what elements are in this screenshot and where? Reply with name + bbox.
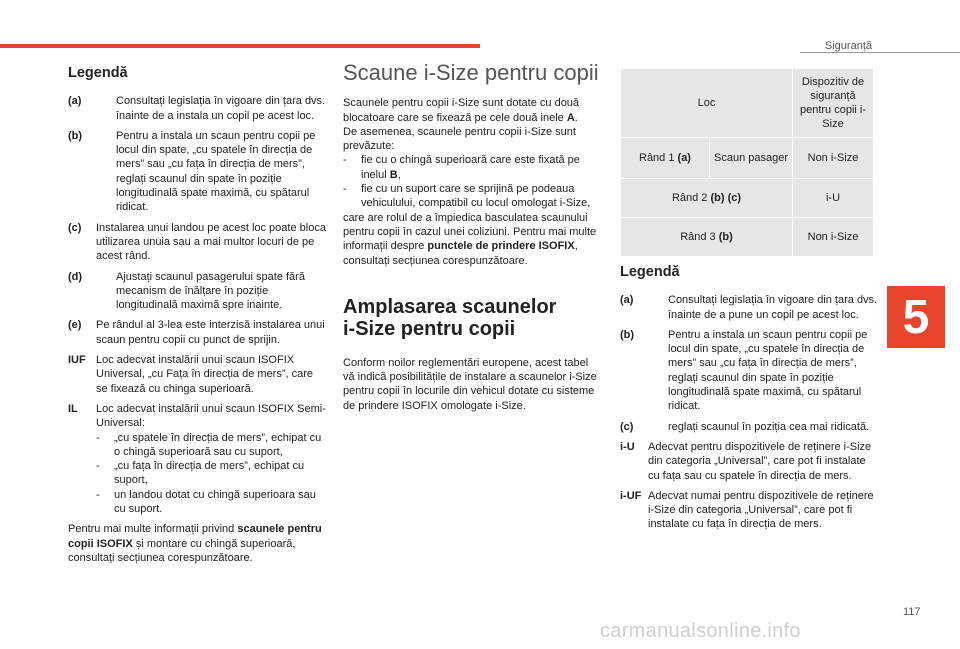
page-number: 117 [903,606,921,618]
table-row [621,138,874,179]
legend-entry [68,94,326,123]
section-heading: Scaune i-Size pentru copii [343,60,599,85]
legend-entry [68,270,326,313]
legend-text: Pentru a instala un scaun pentru copii pe locul din spate, „cu spatele în direcția de mers” sau „cu fața în direcția de mers”, reglați scaunul din spate în poziție longitudinală spate maximă, cu spătarul ridicat. [668,328,868,413]
legend-text: Adecvat pentru dispozitivele de reținere i-Size din categoria „Universal”, care pot fi instalate cu fața sau cu spatele în direcția de mers. [648,440,872,482]
legend-key: (c) [620,420,634,433]
legend-text: Ajustați scaunul pasagerului spate fără mecanism de înălțare în poziție longitudinală maximă spre inainte. [116,270,305,312]
legend-entry [620,489,878,532]
list-item: - un landou dotat cu chingă superioara sau cu suport. [96,488,316,516]
header-divider [800,52,960,53]
legend-key: (a) [620,294,634,307]
legend-key: IUF [68,354,86,367]
legend-text: reglați scaunul în poziția cea mai ridicată. [668,420,870,433]
legend-entry [68,353,326,396]
legend-key: (e) [68,319,82,332]
table-row [621,179,874,218]
chapter-tab: 5 [887,286,945,348]
legend-key: IL [68,402,78,415]
legend-column-right [620,265,878,538]
table-cell: Rând 2 (b) (c) [621,179,793,218]
paragraph: care are rolul de a împiedica basculatea scaunului pentru copii în cazul unei coliziuni. Pentru mai multe informații despre punctele de prindere ISOFIX, consultați secțiunea corespunzătoare. [343,211,597,267]
legend-text: Consultați legislația în vigoare din țara dvs. înainte de a instala un copil pe acest loc. [116,95,326,122]
bullet-icon [96,129,116,215]
legend-text: Consultați legislația în vigoare din țara dvs. înainte de a pune un copil pe acest loc. [668,294,878,321]
legend-entry [620,328,878,414]
legend-key: (b) [620,328,635,341]
legend-text: Pe rândul al 3-lea este interzisă instalarea unui scaun pentru copii cu punct de sprijin. [96,319,325,346]
legend-entry [68,318,326,347]
legend-key: (d) [68,270,83,283]
bullet-icon [648,420,668,434]
paragraph: De asemenea, scaunele pentru copii i-Size sunt prevăzute: [343,125,576,153]
legend-text: Pentru a instala un scaun pentru copii pe locul din spate, „cu spatele în direcția de mers” sau „cu fața în direcția de mers”, reglați scaunul din spate în poziție longitudinală spate maximă, cu spătarul ridicat. [116,129,316,214]
table-cell: Non i-Size [793,138,874,179]
isize-column [343,60,601,413]
paragraph: Conform noilor reglementări europene, acest tabel vă indică posibilitățile de instalare a scaunelor i-Size pentru copii în locurile din vehicul dotate cu sisteme de prindere ISOFIX omologate i-Size. [343,356,597,412]
legend-key: i-U [620,440,635,453]
table-cell: i-U [793,179,874,218]
table-row [621,69,874,138]
list-item: - „cu spatele în direcția de mers”, echipat cu o chingă superioară sau cu suport, [96,431,322,458]
legend-column-left [68,66,326,565]
legend-entry [620,293,878,322]
legend-key: (b) [68,129,83,142]
legend-text: Instalarea unui landou pe acest loc poate bloca utilizarea unuia sau a mai multor locuri de pe acest rând. [96,221,326,263]
table-header-device: Dispozitiv de siguranță pentru copii i-Size [793,69,874,138]
legend-title: Legendă [620,264,680,280]
list-item: - „cu fața în direcția de mers”, echipat cu suport, [96,460,305,487]
table-row [621,218,874,257]
bullet-icon [96,270,116,313]
legend-entry [620,440,878,483]
bullet-icon [648,328,668,414]
table-header-loc: Loc [621,69,793,138]
legend-entry [68,129,326,215]
header-accent-bar [0,44,480,48]
legend-entry [68,402,326,516]
table-cell: Non i-Size [793,218,874,257]
watermark: carmanualsonline.info [600,620,801,642]
isize-table [620,68,874,257]
bullet-icon [648,293,668,322]
legend-text: Loc adecvat instalării unui scaun ISOFIX Universal, „cu Fața în direcția de mers”, care se fixează cu chinga superioară. [96,354,314,395]
table-cell: Rând 3 (b) [621,218,793,257]
legend-key: i-UF [620,489,642,502]
list-item: - fie cu un suport care se sprijină pe podeaua vehiculului, compatibil cu locul omologat i-Size, [343,183,591,210]
legend-entry [620,420,878,434]
il-list [96,431,326,517]
legend-text: Adecvat numai pentru dispozitivele de reținere i-Size din categoria „Universal”, care pot fi instalate cu fața în direcția de mers. [648,489,874,531]
table-cell: Scaun pasager [710,138,793,179]
legend-key: (a) [68,95,82,108]
table-cell: Rând 1 (a) [621,138,710,179]
bullet-icon [96,94,116,123]
section-title: Siguranță [824,40,872,52]
feature-list [343,153,601,210]
legend-entry [68,221,326,264]
paragraph: Scaunele pentru copii i-Size sunt dotate cu două blocatoare care se fixează pe cele două inele A. [343,97,580,124]
isofix-reference: Pentru mai multe informații privind scaunele pentru copii ISOFIX și montare cu chingă superioară, consultați secțiunea corespunzătoare. [68,523,322,564]
section-heading-2: Amplasarea scaunelor i-Size pentru copii [343,295,557,340]
legend-text: Loc adecvat instalării unui scaun ISOFIX Semi-Universal: [96,402,326,430]
legend-key: (c) [68,221,82,234]
legend-title: Legendă [68,65,128,81]
list-item: - fie cu o chingă superioară care este fixată pe inelul B, [343,154,580,181]
